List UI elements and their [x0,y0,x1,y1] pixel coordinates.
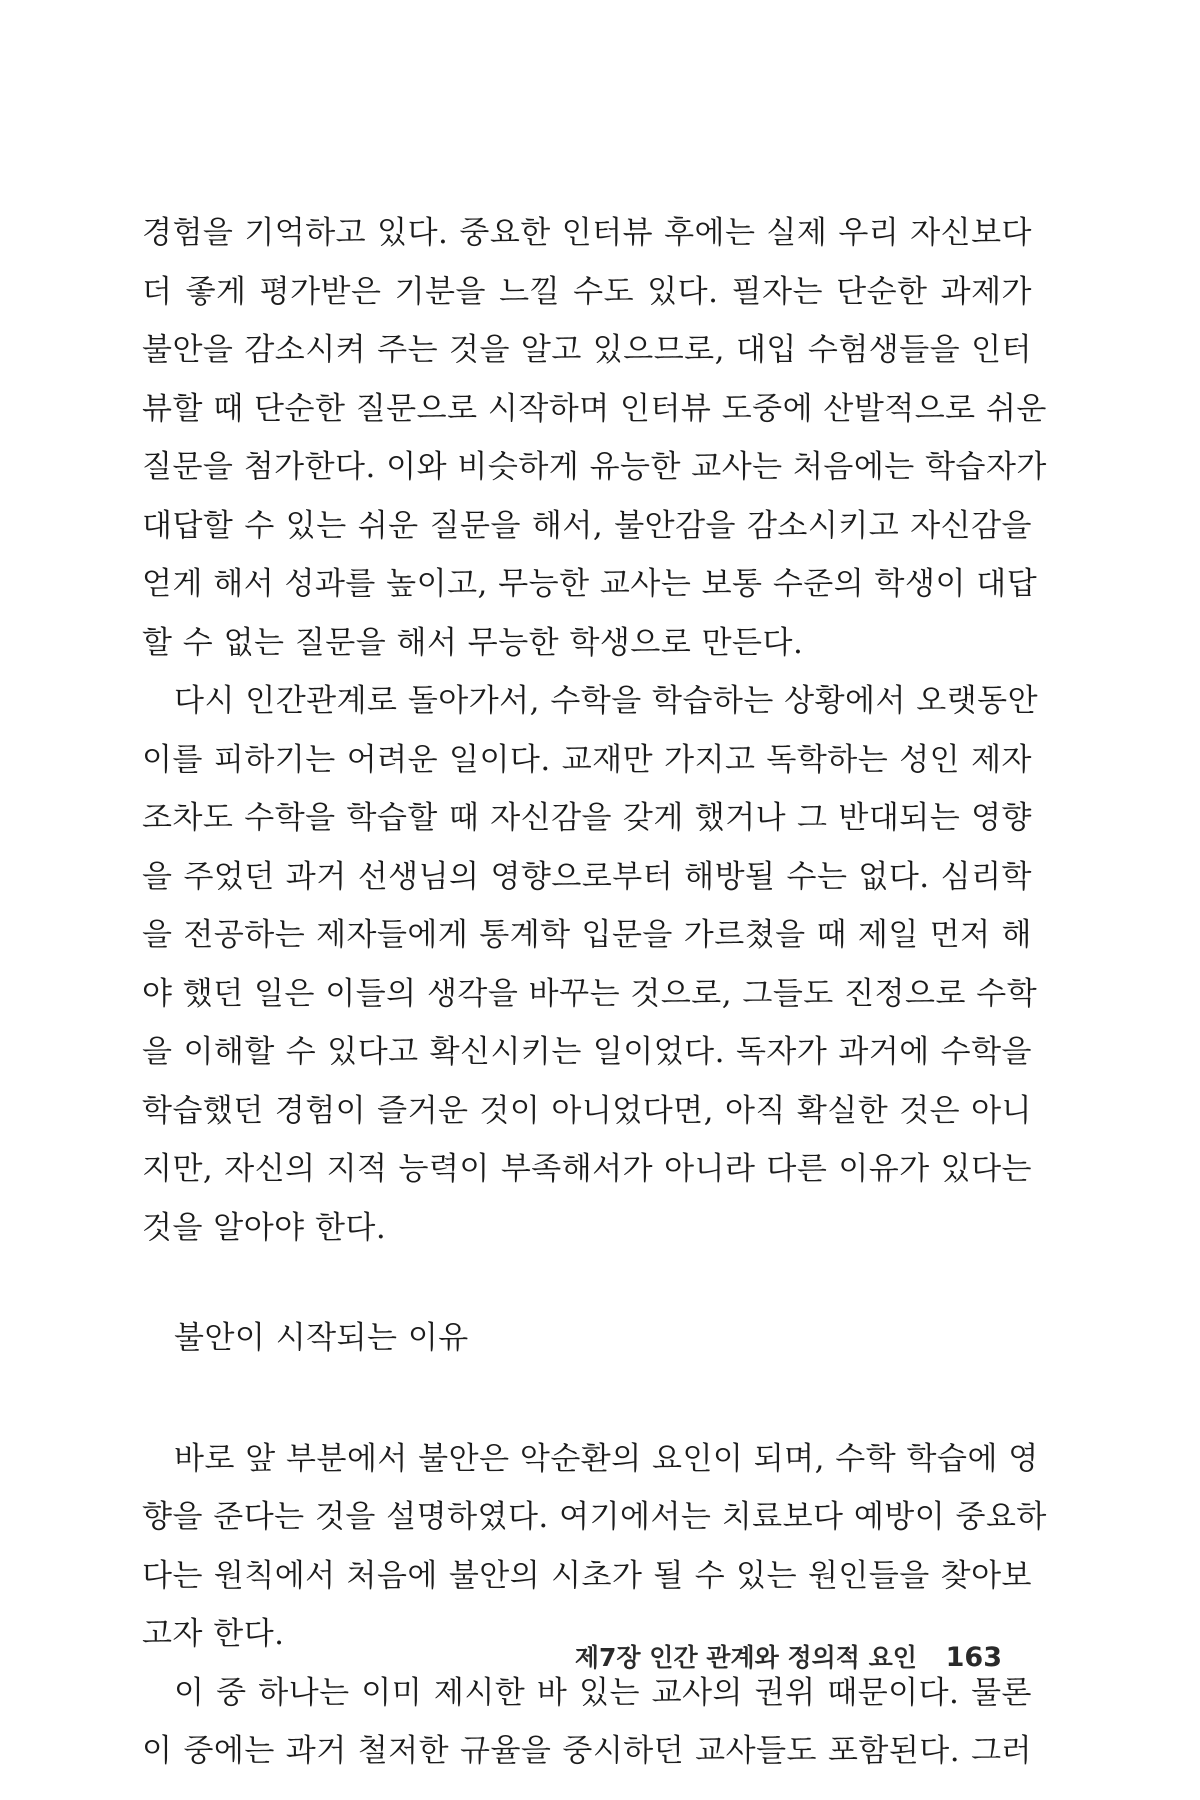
text-line: 향을 준다는 것을 설명하였다. 여기에서는 치료보다 예방이 중요하 [142,1499,1047,1535]
section-heading: 불안이 시작되는 이유 [174,1320,469,1356]
text-line: 이 중 하나는 이미 제시한 바 있는 교사의 권위 때문이다. 물론 [174,1674,1032,1711]
text-line: 얻게 해서 성과를 높이고, 무능한 교사는 보통 수준의 학생이 대답 [142,566,1038,602]
page-footer [575,1638,1002,1674]
body-text [142,204,1047,1781]
paragraph-1 [142,204,1047,672]
paragraph-2 [142,672,1039,1257]
text-line: 할 수 없는 질문을 해서 무능한 학생으로 만든다. [142,624,804,661]
text-line: 학습했던 경험이 즐거운 것이 아니었다면, 아직 확실한 것은 아니 [142,1092,1032,1129]
text-line: 더 좋게 평가받은 기분을 느낄 수도 있다. 필자는 단순한 과제가 [142,273,1032,310]
text-line: 지만, 자신의 지적 능력이 부족해서가 아니라 다른 이유가 있다는 [142,1151,1032,1187]
text-line: 을 전공하는 제자들에게 통계학 입문을 가르쳤을 때 제일 먼저 해 [142,917,1032,953]
page-number: 163 [945,1642,1002,1673]
text-line: 야 했던 일은 이들의 생각을 바꾸는 것으로, 그들도 진정으로 수학 [142,975,1038,1012]
text-line: 다시 인간관계로 돌아가서, 수학을 학습하는 상황에서 오랫동안 [174,683,1039,719]
text-line: 고자 한다. [142,1616,285,1652]
text-line: 질문을 첨가한다. 이와 비슷하게 유능한 교사는 처음에는 학습자가 [142,449,1047,485]
text-line: 이를 피하기는 어려운 일이다. 교재만 가지고 독학하는 성인 제자 [142,741,1032,778]
paragraph-3 [142,1430,1047,1664]
text-line: 을 이해할 수 있다고 확신시키는 일이었다. 독자가 과거에 수학을 [142,1034,1032,1070]
text-line: 뷰할 때 단순한 질문으로 시작하며 인터뷰 도중에 산발적으로 쉬운 [142,390,1047,427]
text-line: 것을 알아야 한다. [142,1209,387,1246]
text-line: 불안을 감소시켜 주는 것을 알고 있으므로, 대입 수험생들을 인터 [142,332,1032,368]
text-line: 조차도 수학을 학습할 때 자신감을 갖게 했거나 그 반대되는 영향 [142,800,1032,836]
text-line: 경험을 기억하고 있다. 중요한 인터뷰 후에는 실제 우리 자신보다 [142,215,1032,251]
text-line: 이 중에는 과거 철저한 규율을 중시하던 교사들도 포함된다. 그러 [142,1733,1032,1769]
running-head: 제7장 인간 관계와 정의적 요인 [574,1643,917,1672]
text-line: 대답할 수 있는 쉬운 질문을 해서, 불안감을 감소시키고 자신감을 [142,507,1032,544]
text-line: 바로 앞 부분에서 불안은 악순환의 요인이 되며, 수학 학습에 영 [174,1440,1039,1477]
text-line: 다는 원칙에서 처음에 불안의 시초가 될 수 있는 원인들을 찾아보 [142,1557,1032,1594]
text-line: 을 주었던 과거 선생님의 영향으로부터 해방될 수는 없다. 심리학 [142,858,1032,895]
paragraph-4 [142,1664,1032,1781]
